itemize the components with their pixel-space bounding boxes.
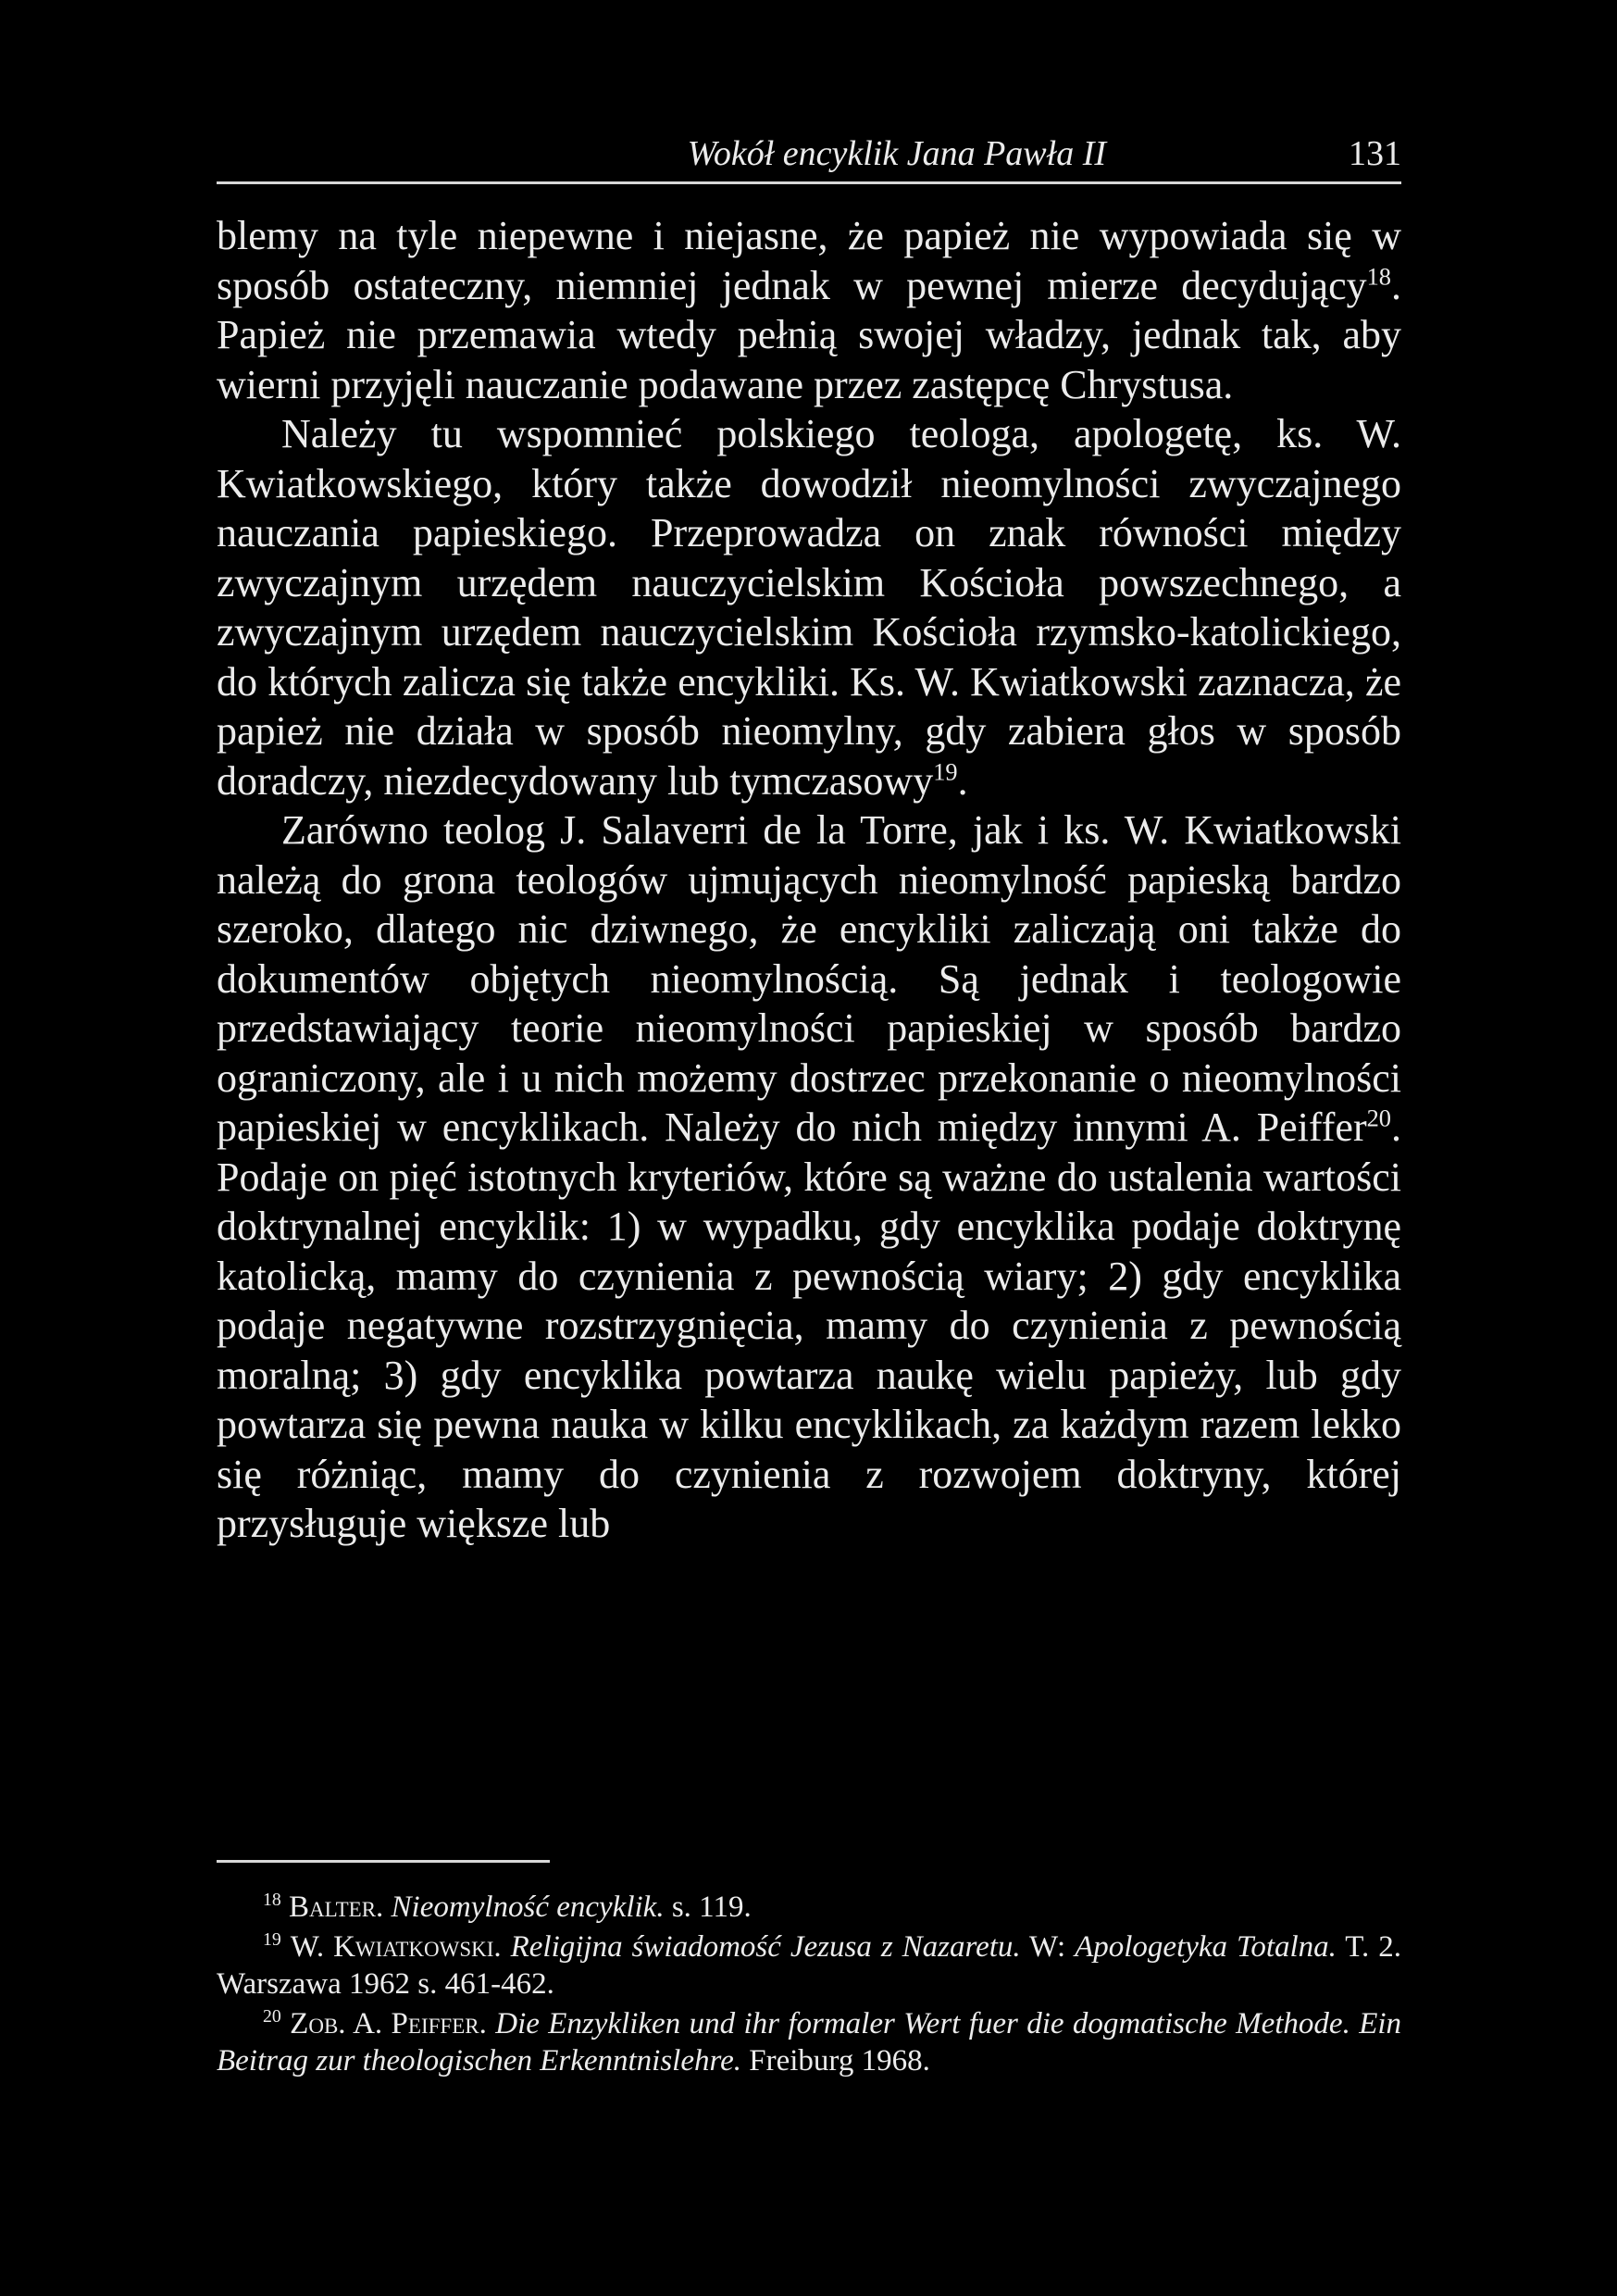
footnote-title: Nieomylność encyklik. xyxy=(391,1890,665,1924)
running-head-title: Wokół encyklik Jana Pawła II xyxy=(687,134,1106,173)
header-rule xyxy=(217,181,1401,184)
footnotes xyxy=(217,1889,1401,2082)
footnote-rule xyxy=(217,1860,550,1863)
footnote-ref-19: 19 xyxy=(933,756,958,785)
footnote-20 xyxy=(217,2005,1401,2079)
footnote-title-2: Apologetyka Totalna. xyxy=(1075,1930,1337,1964)
paragraph-2-text-a: Należy tu wspomnieć polskiego teologa, apologetę, ks. W. Kwiatkowskiego, który także dowodził nieomylności zwyczajnego nauczania papieskiego. Przeprowadza on znak równości między zwyczajnym urzędem nauczycielskim Kościoła powszechnego, a zwyczajnym urzędem nauczycielskim Kościoła rzymsko-katolickiego, do których zalicza się także encykliki. Ks. W. Kwiatkowski zaznacza, że papież nie działa w sposób nieomylny, gdy zabiera głos w sposób doradczy, niezdecydowany lub tymczasowy xyxy=(217,411,1401,804)
footnote-ref-18: 18 xyxy=(1366,261,1391,290)
footnote-title: Die Enzykliken und ihr formaler Wert fuer die dogmatische Methode. Ein Beitrag zur theologischen Erkenntnislehre. xyxy=(217,2007,1402,2078)
footnote-author: W. Kwiatkowski xyxy=(290,1930,494,1964)
footnote-separator: . xyxy=(376,1890,392,1924)
footnote-author: Balter xyxy=(289,1890,377,1924)
footnote-19 xyxy=(217,1928,1401,2003)
footnote-ref-20: 20 xyxy=(1366,1104,1391,1132)
paragraph-2-text-b: . xyxy=(957,757,968,804)
paragraph-3 xyxy=(217,805,1401,1549)
footnote-details-2: T. 2. Warszawa 1962 s. 461-462. xyxy=(217,1930,1401,2001)
paragraph-1 xyxy=(217,211,1401,409)
running-head xyxy=(217,128,1401,180)
paragraph-3-text-a: Zarówno teolog J. Salaverri de la Torre, jak i ks. W. Kwiatkowski należą do grona teologów ujmujących nieomylność papieską bardzo szeroko, dlatego nic dziwnego, że encykliki zaliczają oni także do dokumentów objętych nieomylnością. Są jednak i teologowie przedstawiający teorie nieomylności papieskiej w sposób bardzo ograniczony, ale i u nich możemy dostrzec przekonanie o nieomylności papieskiej w encyklikach. Należy do nich między innymi A. Peiffer xyxy=(217,807,1401,1150)
footnote-details: Freiburg 1968. xyxy=(741,2044,930,2078)
footnote-18 xyxy=(217,1889,1401,1926)
body-text xyxy=(217,211,1401,1549)
paragraph-3-text-b: . Podaje on pięć istotnych kryteriów, które są ważne do ustalenia wartości doktrynalnej encyklik: 1) w wypadku, gdy encyklika podaje doktrynę katolicką, mamy do czynienia z pewnością wiary; 2) gdy encyklika podaje negatywne rozstrzygnięcia, mamy do czynienia z pewnością moralną; 3) gdy encyklika powtarza naukę wielu papieży, lub gdy powtarza się pewna nauka w kilku encyklikach, za każdym razem lekko się różniąc, mamy do czynienia z rozwojem doktryny, której przysługuje większe lub xyxy=(217,1104,1401,1546)
paragraph-1-text-b: . Papież nie przemawia wtedy pełnią swojej władzy, jednak tak, aby wierni przyjęli nauczanie podawane przez zastępcę Chrystusa. xyxy=(217,262,1401,407)
footnote-details: W: xyxy=(1020,1930,1076,1964)
footnote-number: 18 xyxy=(263,1890,281,1910)
footnote-author: Zob. A. Peiffer xyxy=(290,2007,479,2040)
paragraph-1-text-a: blemy na tyle niepewne i niejasne, że papież nie wypowiada się w sposób ostateczny, niemniej jednak w pewnej mierze decydujący xyxy=(217,213,1401,308)
footnote-number: 19 xyxy=(263,1929,281,1950)
footnote-details: s. 119. xyxy=(664,1890,752,1924)
footnote-separator: . xyxy=(479,2007,496,2040)
paragraph-2 xyxy=(217,409,1401,805)
footnote-separator: . xyxy=(493,1930,511,1964)
page-number: 131 xyxy=(1349,134,1401,173)
footnote-title: Religijna świadomość Jezusa z Nazaretu. xyxy=(510,1930,1021,1964)
footnote-number: 20 xyxy=(263,2006,281,2027)
